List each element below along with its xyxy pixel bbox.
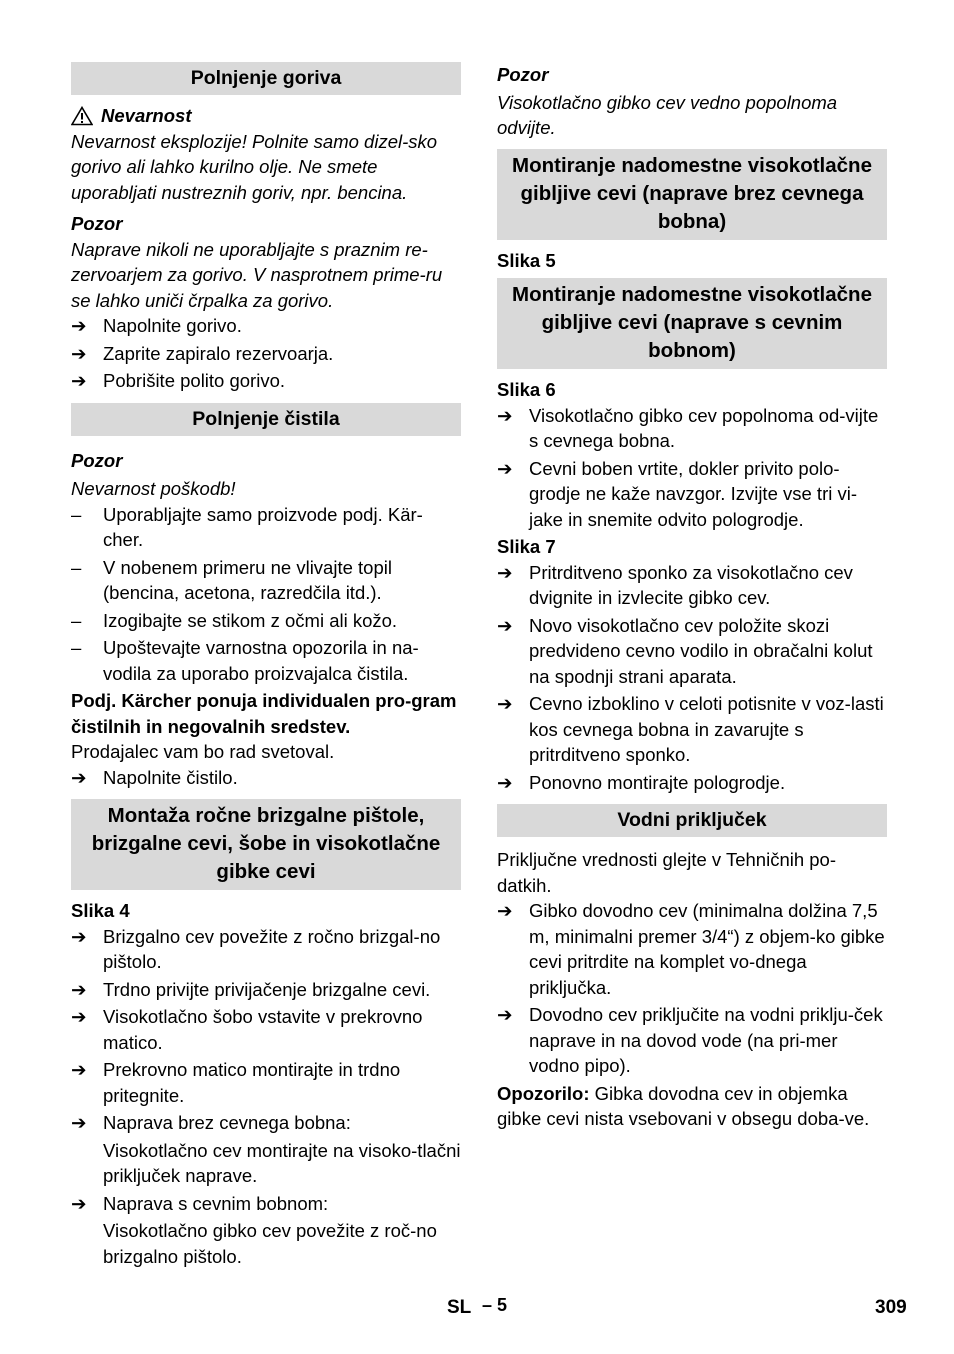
- section-title-hose-no-reel: Montiranje nadomestne visokotlačne gibljive cevi (naprave brez cevnega bobna): [497, 149, 887, 240]
- arrow-icon: ➔: [71, 315, 87, 336]
- danger-text: Nevarnost eksplozije! Polnite samo dizel-sko gorivo ali lahko kurilno olje. Ne smete uporabljati nustreznih goriv, npr. bencina.: [71, 130, 438, 203]
- arrow-icon: ➔: [71, 1006, 87, 1027]
- right-column: [497, 62, 887, 1132]
- arrow-icon: ➔: [497, 693, 513, 714]
- arrow-icon: ➔: [71, 978, 87, 1000]
- note-text: Gibka dovodna cev in objemka gibke cevi nista vsebovani v obsegu doba-ve.: [497, 1082, 870, 1129]
- dash-bullet: –: [71, 556, 82, 578]
- caution-label: Pozor: [71, 213, 123, 234]
- footer-language: SL: [447, 1297, 472, 1318]
- list-item: ➔ Cevni boben vrtite, dokler privito polo-grodje ne kaže navzgor. Izvijte vse tri vi-jake in snemite odvito pologrodje.: [497, 457, 858, 530]
- dash-bullet: –: [71, 609, 82, 631]
- list-item: – Uporabljajte samo proizvode podj. Kär-cher.: [71, 503, 423, 550]
- danger-label: Nevarnost: [101, 105, 192, 126]
- water-connection-steps: [497, 898, 887, 1079]
- arrow-icon: ➔: [497, 404, 513, 426]
- hose-reel-steps-7: [497, 560, 887, 796]
- list-item: ➔ Gibko dovodno cev (minimalna dolžina 7,5 m, minimalni premer 3/4“) z objem-ko gibke cevi pritrdite na komplet vo-dnega priključka.: [497, 900, 885, 998]
- detergent-dash-list: [71, 502, 461, 687]
- caution-text-2: Nevarnost poškodb!: [71, 478, 236, 499]
- list-item: ➔ Naprava brez cevnega bobna:: [71, 1110, 461, 1136]
- assembly-continuation-2: Visokotlačno gibko cev povežite z roč-no brizgalno pištolo.: [103, 1220, 437, 1267]
- arrow-icon: ➔: [71, 342, 87, 364]
- figure-ref-6: Slika 6: [497, 379, 556, 400]
- arrow-icon: ➔: [497, 457, 513, 479]
- arrow-icon: ➔: [71, 1112, 87, 1133]
- hose-reel-steps-6: [497, 403, 887, 533]
- arrow-icon: ➔: [497, 561, 513, 583]
- arrow-icon: ➔: [71, 925, 87, 947]
- supply-note: [497, 1081, 887, 1132]
- assembly-step-6: [71, 1191, 461, 1217]
- list-item: ➔ Ponovno montirajte pologrodje.: [497, 770, 887, 796]
- list-item: ➔ Napolnite gorivo.: [71, 313, 461, 339]
- water-connection-text: Priključne vrednosti glejte v Tehničnih po-datkih.: [497, 849, 837, 896]
- arrow-icon: ➔: [497, 1004, 513, 1025]
- arrow-icon: ➔: [497, 900, 513, 921]
- arrow-icon: ➔: [497, 614, 513, 636]
- dealer-note: Prodajalec vam bo rad svetoval.: [71, 741, 335, 762]
- section-title-detergent: Polnjenje čistila: [71, 403, 461, 436]
- list-item: ➔ Prekrovno matico montirajte in trdno pritegnite.: [71, 1059, 401, 1106]
- list-item: ➔ Zaprite zapiralo rezervoarja.: [71, 341, 461, 367]
- left-column: [71, 62, 461, 1269]
- figure-ref-5: Slika 5: [497, 249, 556, 271]
- arrow-icon: ➔: [71, 1192, 87, 1214]
- list-item: – Upoštevajte varnostna opozorila in na-vodila za uporabo proizvajalca čistila.: [71, 637, 419, 684]
- danger-heading: [71, 103, 461, 129]
- list-item: ➔ Visokotlačno gibko cev popolnoma od-vijte s cevnega bobna.: [497, 404, 879, 451]
- section-title-assembly: Montaža ročne brizgalne pištole, brizgalne cevi, šobe in visokotlačne gibke cevi: [71, 799, 461, 890]
- list-item: ➔ Cevno izboklino v celoti potisnite v voz-lasti kos cevnega bobna in zavarujte s pritrditveno sponko.: [497, 693, 884, 765]
- page-number: 309: [875, 1297, 907, 1318]
- caution-text: Naprave nikoli ne uporabljajte s praznim re-zervoarjem za gorivo. V nasprotnem prime-ru se lahko uniči črpalka za gorivo.: [71, 238, 443, 311]
- list-item: ➔ Brizgalno cev povežite z ročno brizgal-no pištolo.: [71, 925, 441, 972]
- list-item: ➔ Trdno privijte privijačenje brizgalne cevi.: [71, 977, 461, 1003]
- section-title-fuel: Polnjenje goriva: [71, 62, 461, 95]
- caution-label-r: Pozor: [497, 64, 549, 85]
- list-item: ➔ Visokotlačno šobo vstavite v prekrovno matico.: [71, 1006, 423, 1053]
- arrow-icon: ➔: [71, 370, 87, 391]
- arrow-icon: ➔: [497, 771, 513, 793]
- section-title-water-connection: Vodni priključek: [497, 804, 887, 837]
- figure-ref-7: Slika 7: [497, 536, 556, 557]
- assembly-steps: [71, 924, 461, 1136]
- dash-bullet: –: [71, 637, 82, 658]
- figure-ref-4: Slika 4: [71, 900, 130, 921]
- arrow-icon: ➔: [71, 1059, 87, 1080]
- caution-text-r: Visokotlačno gibko cev vedno popolnoma odvijte.: [497, 91, 838, 138]
- list-item: ➔ Novo visokotlačno cev položite skozi predvideno cevno vodilo in obračalni kolut na spodnji strani aparata.: [497, 614, 873, 687]
- fuel-steps: [71, 313, 461, 394]
- section-title-hose-reel: Montiranje nadomestne visokotlačne gibljive cevi (naprave s cevnim bobnom): [497, 278, 887, 369]
- arrow-icon: ➔: [71, 766, 87, 788]
- note-label: Opozorilo:: [497, 1082, 590, 1104]
- assembly-continuation-1: Visokotlačno cev montirajte na visoko-tlačni priključek naprave.: [103, 1139, 461, 1186]
- karcher-program-note: Podj. Kärcher ponuja individualen pro-gram čistilnih in negovalnih sredstev.: [71, 690, 457, 737]
- footer-section-page: – 5: [482, 1295, 508, 1315]
- list-item: – Izogibajte se stikom z očmi ali kožo.: [71, 608, 461, 634]
- warning-triangle-icon: [71, 106, 93, 126]
- list-item: ➔ Pritrditveno sponko za visokotlačno cev dvignite in izvlecite gibko cev.: [497, 561, 853, 608]
- list-item: ➔ Napolnite čistilo.: [71, 765, 461, 791]
- list-item: – V nobenem primeru ne vlivajte topil (bencina, acetona, razredčila itd.).: [71, 556, 392, 603]
- list-item: ➔ Naprava s cevnim bobnom:: [71, 1191, 461, 1217]
- list-item: ➔ Dovodno cev priključite na vodni priklju-ček naprave in na dovod vode (na pri-mer vodno pipo).: [497, 1004, 883, 1076]
- detergent-step: [71, 765, 461, 791]
- list-item: ➔ Pobrišite polito gorivo.: [71, 368, 461, 394]
- dash-bullet: –: [71, 503, 82, 525]
- caution-label-2: Pozor: [71, 449, 123, 471]
